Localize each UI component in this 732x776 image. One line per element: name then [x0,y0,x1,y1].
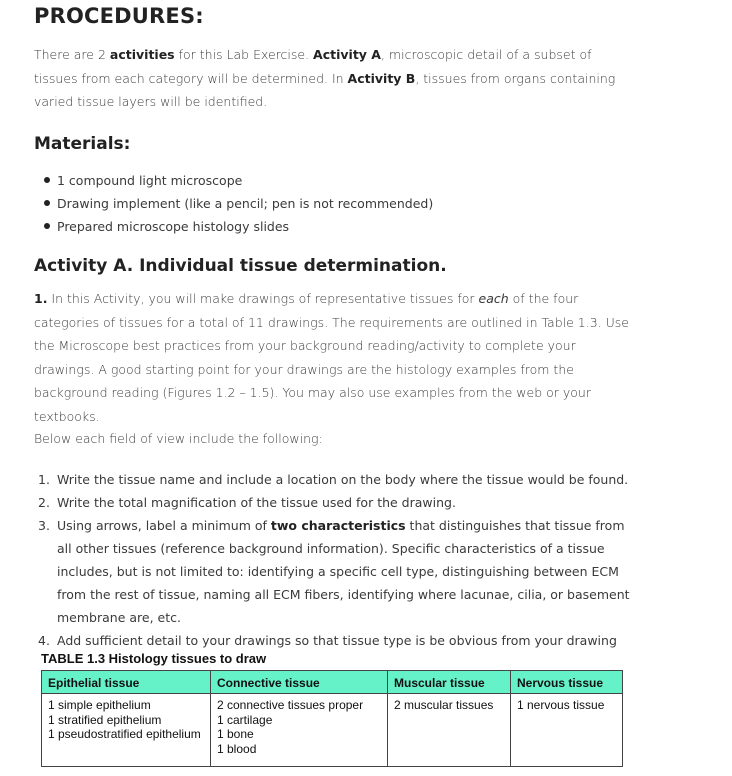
activity-a-heading: Activity A. Individual tissue determination. [34,256,447,276]
intro-paragraph: There are 2 activities for this Lab Exercise. Activity A, microscopic detail of a subset of tissues from each category will be determined. In Activity B, tissues from organs containing varied tissue layers will be identified. [34,47,616,109]
activity-a-paragraph: 1. In this Activity, you will make drawings of representative tissues for each of the four categories of tissues for a total of 11 drawings. The requirements are outlined in Table 1.3. Use the Microscope best practices from your background reading/activity to complete your drawings. A good starting point for your drawings are the histology examples from the background reading (Figures 1.2 – 1.5). You may also use examples from the web or your textbooks. [34,291,629,424]
list-item: 1. Write the tissue name and include a location on the body where the tissue would be found. [38,472,629,487]
table-cell: 2 muscular tissues [388,694,511,767]
bullet-icon [44,200,50,206]
materials-list [44,169,433,238]
bullet-icon [44,177,50,183]
table-cell: 2 connective tissues proper 1 cartilage 1 bone 1 blood [211,694,388,767]
list-item: 4. Add sufficient detail to your drawings so that tissue type is be obvious from your drawing [38,633,617,648]
list-item: 1 compound light microscope [44,169,433,192]
list-item: 3. Using arrows, label a minimum of two characteristics that distinguishes that tissue from all other tissues (reference background information). Specific characteristics of a tissue includes, but is not limited to: identifying a specific cell type, distinguishing between ECM from the rest of tissue, naming all ECM fibers, identifying where lacunae, cilia, or basement membrane are, etc. [38,518,630,625]
bullet-icon [44,223,50,229]
table-header-cell: Epithelial tissue [42,671,211,694]
histology-table [41,670,623,767]
table-caption: TABLE 1.3 Histology tissues to draw [41,651,267,666]
table-header-cell: Muscular tissue [388,671,511,694]
table-header-row [42,671,623,694]
below-instruction: Below each field of view include the following: [34,431,323,446]
table-header-cell: Connective tissue [211,671,388,694]
materials-heading: Materials: [34,134,131,154]
list-item: Prepared microscope histology slides [44,215,433,238]
steps-list [38,468,638,652]
table-row [42,694,623,767]
table-header-cell: Nervous tissue [511,671,623,694]
list-item: 2. Write the total magnification of the tissue used for the drawing. [38,495,456,510]
list-item: Drawing implement (like a pencil; pen is not recommended) [44,192,433,215]
page-title: PROCEDURES: [34,4,204,28]
table-cell: 1 nervous tissue [511,694,623,767]
table-cell: 1 simple epithelium 1 stratified epithelium 1 pseudostratified epithelium [42,694,211,767]
